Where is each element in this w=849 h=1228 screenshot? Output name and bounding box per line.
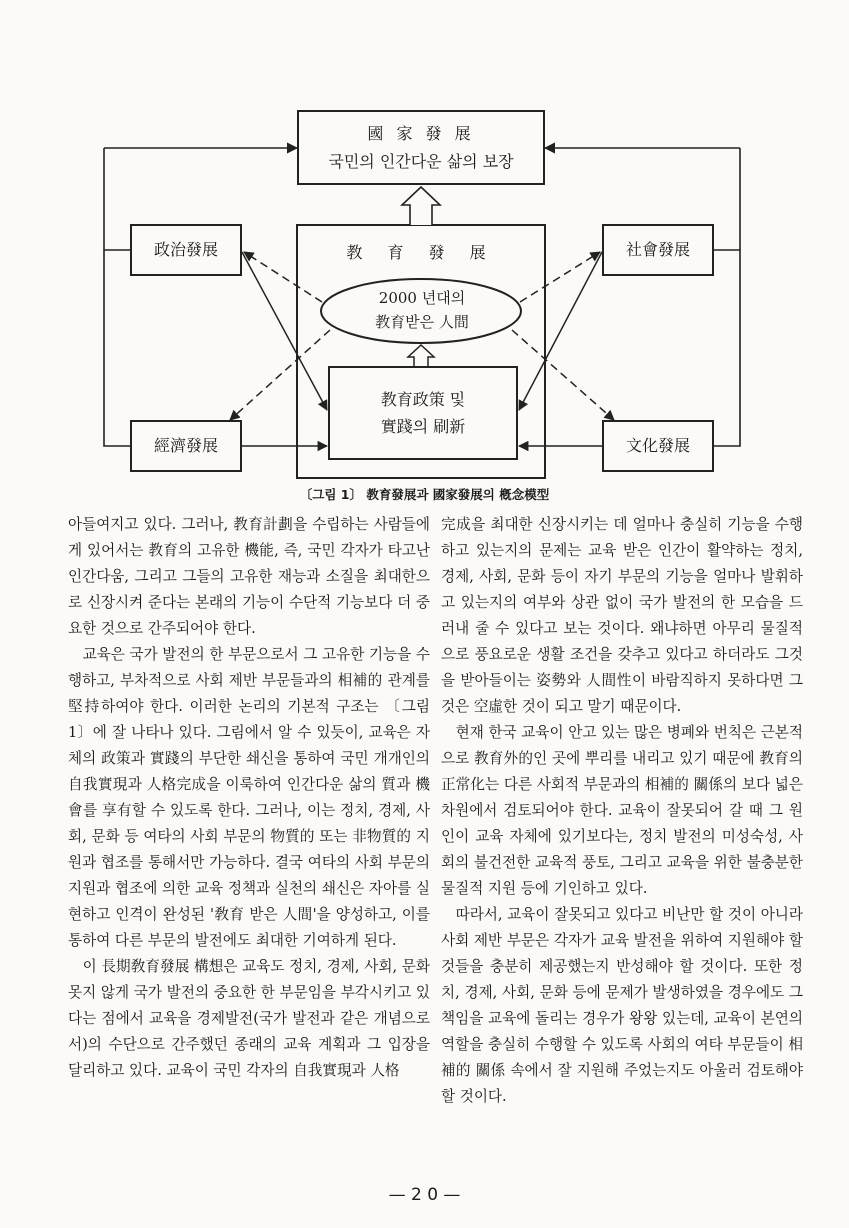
ellipse-line-1: 2000 년대의 [378,289,466,307]
left-column [68,512,430,1084]
economy-box: 經濟發展 [130,420,242,472]
left-loop-line [104,250,130,446]
arrow-society-policy [519,252,602,410]
arrow-politics-policy [242,252,327,410]
policy-line-2: 實踐의 刷新 [380,417,466,436]
right-paragraph-2: 현재 한국 교육이 안고 있는 많은 병폐와 번칙은 근본적으로 教育外的인 곳에 뿌리를 내리고 있기 때문에 教育의 正常化는 다른 사회적 부문과의 相補的 關係의 보다 넓은 차원에서 검토되어야 한다. 교육이 잘못되어 갈 때 그 원인이 교육 자체에 있기보다는, 정치 발전의 미성숙성, 사회의 불건전한 교육적 풍토, 그리고 교육을 위한 불충분한 물질적 지원 등에 기인하고 있다. [441,724,803,897]
hollow-arrow-mid [408,345,434,366]
nation-development-box [297,110,545,185]
policy-box [328,366,518,460]
dashed-ellipse-culture [512,330,614,420]
hollow-arrow-top [402,187,440,225]
dashed-ellipse-economy [230,330,330,420]
nation-title: 國 家 發 展 [367,124,475,144]
education-development-title: 教 育 發 展 [346,243,496,262]
left-paragraph-3: 이 長期敎育發展 構想은 교육도 정치, 경제, 사회, 문화 못지 않게 국가 발전의 중요한 한 부문임을 부각시키고 있다는 점에서 교육을 경제발전(국가 발전과 같은 개념으로서)의 수단으로 간주했던 종래의 교육 계획과 그 입장을 달리하고 있다. 교육이 국민 각자의 自我實現과 人格 [68,958,430,1079]
nation-subtitle: 국민의 인간다운 삶의 보장 [328,151,514,171]
society-box: 社會發展 [602,224,714,276]
right-paragraph-1: 完成을 최대한 신장시키는 데 얼마나 충실히 기능을 수행하고 있는지의 문제는 교육 받은 인간이 활약하는 정치, 경제, 사회, 문화 등이 자기 부문의 기능을 얼마나 발휘하고 있는지의 여부와 상관 없이 국가 발전의 한 모습을 드러내 줄 수 있다고 보는 것이다. 왜냐하면 아무리 물질적으로 풍요로운 생활 조건을 갖추고 있다고 하더라도 그것을 받아들이는 姿勢와 人間性이 바람직하지 못하다면 그것은 空虛한 것이 되고 말기 때문이다. [441,516,803,715]
culture-box: 文化發展 [602,420,714,472]
figure-caption: 〔그림 1〕 教育發展과 國家發展의 槪念模型 [299,487,550,502]
ellipse-label [322,286,522,334]
left-paragraph-2: 교육은 국가 발전의 한 부문으로서 그 고유한 기능을 수행하고, 부차적으로 사회 제반 부문들과의 相補的 관계를 堅持하여야 한다. 이러한 논리의 기본적 구조는 〔그림 1〕에 잘 나타나 있다. 그림에서 알 수 있듯이, 교육은 자체의 政策과 實踐의 부단한 쇄신을 통하여 국민 개개인의 自我實現과 人格完成을 이룩하여 인간다운 삶의 質과 機會를 享有할 수 있도록 한다. 그러나, 이는 정치, 경제, 사회, 문화 등 여타의 사회 부문의 物質的 또는 非物質的 지원과 협조를 통해서만 가능하다. 결국 여타의 사회 부문의 지원과 협조에 의한 교육 정책과 실천의 쇄신은 자아를 실현하고 인격이 완성된 '敎育 받은 人間'을 양성하고, 이를 통하여 다른 부문의 발전에도 최대한 기여하게 된다. [68,646,430,949]
right-column [441,512,803,1110]
policy-line-1: 教育政策 및 [380,389,466,409]
right-paragraph-3: 따라서, 교육이 잘못되고 있다고 비난만 할 것이 아니라 사회 제반 부문은 각자가 교육 발전을 위하여 지원해야 할 것들을 충분히 제공했는지 반성해야 할 것이다. 또한 정치, 경제, 사회, 문화 등에 문제가 발생하였을 경우에도 그 책임을 교육에 돌리는 경우가 왕왕 있는데, 교육이 본연의 역할을 충실히 수행할 수 있도록 사회의 여타 부문들이 相補的 關係 속에서 잘 지원해 주었는지도 아울러 검토해야 할 것이다. [441,906,803,1105]
ellipse-line-2: 教育받은 人間 [375,313,469,331]
politics-box: 政治發展 [130,224,242,276]
right-loop-line [714,250,740,446]
page-number: — 2 0 — [388,1185,461,1205]
left-paragraph-1: 아들여지고 있다. 그러나, 教育計劃을 수립하는 사람들에게 있어서는 教育의 고유한 機能, 즉, 국민 각자가 타고난 인간다움, 그리고 그들의 고유한 재능과 소질을 최대한으로 신장시켜 준다는 본래의 기능이 수단적 기능보다 더 중요한 것으로 간주되어야 한다. [68,516,430,637]
